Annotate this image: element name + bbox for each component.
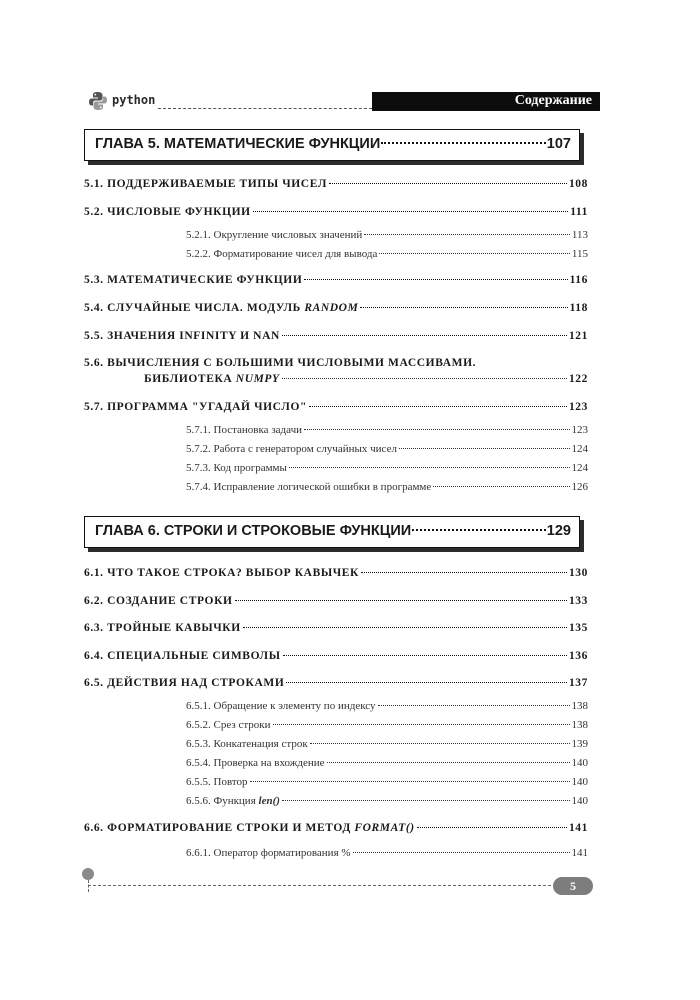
toc-entry-5-7[interactable] (84, 401, 588, 413)
entry-label: 5.7.3. Код программы (186, 462, 287, 474)
chapter-page: 129 (546, 523, 571, 539)
dot-leader (417, 827, 567, 828)
entry-label: 6.5.1. Обращение к элементу по индексу (186, 700, 376, 712)
entry-label (84, 822, 415, 834)
toc-entry-6-6[interactable] (84, 822, 588, 834)
dot-leader (250, 781, 570, 782)
entry-label (144, 373, 280, 385)
toc-entry-6-5-2[interactable] (186, 719, 588, 731)
toc-entry-6-3[interactable] (84, 622, 588, 634)
entry-page: 121 (568, 330, 588, 342)
dot-leader (360, 307, 567, 308)
entry-label: 5.3. МАТЕМАТИЧЕСКИЕ ФУНКЦИИ (84, 274, 303, 286)
footer-bullet-icon (82, 868, 94, 880)
entry-label: 5.7.2. Работа с генератором случайных чисел (186, 443, 397, 455)
entry-label-italic: FORMAT() (354, 822, 415, 834)
entry-page: 136 (568, 650, 588, 662)
entry-page: 140 (571, 757, 588, 769)
dot-leader (329, 183, 567, 184)
toc-entry-6-5-3[interactable] (186, 738, 588, 750)
dot-leader (282, 378, 567, 379)
footer-divider-stub (88, 880, 89, 892)
entry-label: 6.6.1. Оператор форматирования % (186, 847, 351, 859)
entry-page: 130 (568, 567, 588, 579)
toc-entry-6-5-4[interactable] (186, 757, 588, 769)
toc-entry-5-7-2[interactable] (186, 443, 588, 455)
entry-label-prefix: БИБЛИОТЕКА (144, 373, 236, 385)
toc-entry-5-3[interactable] (84, 274, 588, 286)
toc-entry-5-4[interactable] (84, 302, 588, 314)
entry-page: 135 (568, 622, 588, 634)
toc-entry-6-4[interactable] (84, 650, 588, 662)
dot-leader (282, 800, 570, 801)
toc-entry-5-6-line2[interactable] (144, 373, 588, 385)
dot-leader (304, 429, 570, 430)
entry-label: 5.5. ЗНАЧЕНИЯ INFINITY И NAN (84, 330, 280, 342)
entry-page: 122 (568, 373, 588, 385)
entry-label: 6.5.2. Срез строки (186, 719, 271, 731)
entry-label: 6.2. СОЗДАНИЕ СТРОКИ (84, 595, 233, 607)
entry-page: 133 (568, 595, 588, 607)
toc-entry-5-6-line1[interactable] (84, 357, 588, 369)
dot-leader (353, 852, 570, 853)
dot-leader (282, 335, 567, 336)
dot-leader (381, 142, 546, 144)
entry-page: 116 (569, 274, 588, 286)
entry-page: 138 (571, 700, 588, 712)
dot-leader (304, 279, 567, 280)
entry-label: 6.1. ЧТО ТАКОЕ СТРОКА? ВЫБОР КАВЫЧЕК (84, 567, 359, 579)
running-header (88, 89, 600, 113)
entry-label: 6.4. СПЕЦИАЛЬНЫЕ СИМВОЛЫ (84, 650, 281, 662)
entry-page: 123 (571, 424, 588, 436)
toc-entry-6-5-5[interactable] (186, 776, 588, 788)
toc-entry-5-2-2[interactable] (186, 248, 588, 260)
entry-page: 141 (571, 847, 588, 859)
entry-label: 6.5. ДЕЙСТВИЯ НАД СТРОКАМИ (84, 677, 285, 689)
chapter-5-heading[interactable] (84, 129, 580, 161)
chapter-title: ГЛАВА 5. МАТЕМАТИЧЕСКИЕ ФУНКЦИИ (95, 136, 381, 152)
entry-label: 5.2. ЧИСЛОВЫЕ ФУНКЦИИ (84, 206, 251, 218)
toc-entry-5-7-4[interactable] (186, 481, 588, 493)
entry-label: 5.7. ПРОГРАММА "УГАДАЙ ЧИСЛО" (84, 401, 307, 413)
header-section-title: Содержание (514, 93, 592, 108)
dot-leader (433, 486, 569, 487)
dot-leader (243, 627, 567, 628)
dot-leader (412, 529, 546, 531)
entry-label: 5.2.1. Округление числовых значений (186, 229, 363, 241)
toc-entry-5-1[interactable] (84, 178, 588, 190)
entry-page: 108 (568, 178, 588, 190)
toc-entry-6-5-6[interactable] (186, 795, 588, 807)
entry-label: 5.2.2. Форматирование чисел для вывода (186, 248, 378, 260)
entry-page: 138 (571, 719, 588, 731)
chapter-title: ГЛАВА 6. СТРОКИ И СТРОКОВЫЕ ФУНКЦИИ (95, 523, 412, 539)
header-title-bar (372, 92, 600, 111)
entry-page: 113 (571, 229, 588, 241)
entry-page: 137 (568, 677, 588, 689)
dot-leader (283, 655, 567, 656)
toc-entry-6-2[interactable] (84, 595, 588, 607)
entry-page: 111 (570, 206, 588, 218)
dot-leader (361, 572, 567, 573)
dot-leader (399, 448, 570, 449)
entry-page: 126 (571, 481, 588, 493)
toc-entry-6-6-1[interactable] (186, 847, 588, 859)
dot-leader (273, 724, 570, 725)
chapter-6-heading[interactable] (84, 516, 580, 548)
toc-entry-6-5-1[interactable] (186, 700, 588, 712)
entry-label-prefix: 6.6. ФОРМАТИРОВАНИЕ СТРОКИ И МЕТОД (84, 822, 355, 834)
chapter-page: 107 (546, 136, 571, 152)
python-logo-icon (88, 91, 108, 111)
entry-label-italic: NUMPY (235, 373, 280, 385)
entry-label: 6.5.3. Конкатенация строк (186, 738, 308, 750)
entry-page: 123 (568, 401, 588, 413)
header-divider (158, 108, 372, 109)
entry-label: 5.6. ВЫЧИСЛЕНИЯ С БОЛЬШИМИ ЧИСЛОВЫМИ МАССИВАМИ. (84, 357, 477, 369)
entry-page: 118 (569, 302, 588, 314)
toc-entry-5-7-1[interactable] (186, 424, 588, 436)
entry-page: 139 (571, 738, 588, 750)
dot-leader (235, 600, 567, 601)
entry-label (84, 302, 358, 314)
dot-leader (378, 705, 570, 706)
entry-label: 6.3. ТРОЙНЫЕ КАВЫЧКИ (84, 622, 241, 634)
entry-label-prefix: 6.5.6. Функция (186, 795, 259, 807)
entry-label: 6.5.5. Повтор (186, 776, 248, 788)
entry-label-italic: RANDOM (304, 302, 359, 314)
dot-leader (364, 234, 570, 235)
entry-page: 140 (571, 776, 588, 788)
toc-entry-5-2[interactable] (84, 206, 588, 218)
dot-leader (327, 762, 570, 763)
entry-page: 141 (568, 822, 588, 834)
entry-page: 140 (571, 795, 588, 807)
entry-page: 115 (571, 248, 588, 260)
dot-leader (310, 743, 570, 744)
entry-label: 5.7.1. Постановка задачи (186, 424, 302, 436)
entry-page: 124 (571, 443, 588, 455)
entry-label: 5.1. ПОДДЕРЖИВАЕМЫЕ ТИПЫ ЧИСЕЛ (84, 178, 327, 190)
dot-leader (286, 682, 567, 683)
dot-leader (379, 253, 570, 254)
toc-entry-5-5[interactable] (84, 330, 588, 342)
toc-entry-5-7-3[interactable] (186, 462, 588, 474)
toc-entry-6-1[interactable] (84, 567, 588, 579)
entry-label-prefix: 5.4. СЛУЧАЙНЫЕ ЧИСЛА. МОДУЛЬ (84, 302, 305, 314)
footer-divider (88, 885, 556, 886)
entry-page: 124 (571, 462, 588, 474)
brand-name: python (112, 93, 156, 107)
dot-leader (289, 467, 570, 468)
dot-leader (309, 406, 567, 407)
entry-label: 5.7.4. Исправление логической ошибки в программе (186, 481, 432, 493)
page-number-badge: 5 (553, 877, 593, 895)
entry-label (186, 795, 280, 807)
dot-leader (253, 211, 569, 212)
toc-entry-6-5[interactable] (84, 677, 588, 689)
toc-entry-5-2-1[interactable] (186, 229, 588, 241)
entry-label: 6.5.4. Проверка на вхождение (186, 757, 325, 769)
entry-label-italic: len() (258, 795, 280, 807)
